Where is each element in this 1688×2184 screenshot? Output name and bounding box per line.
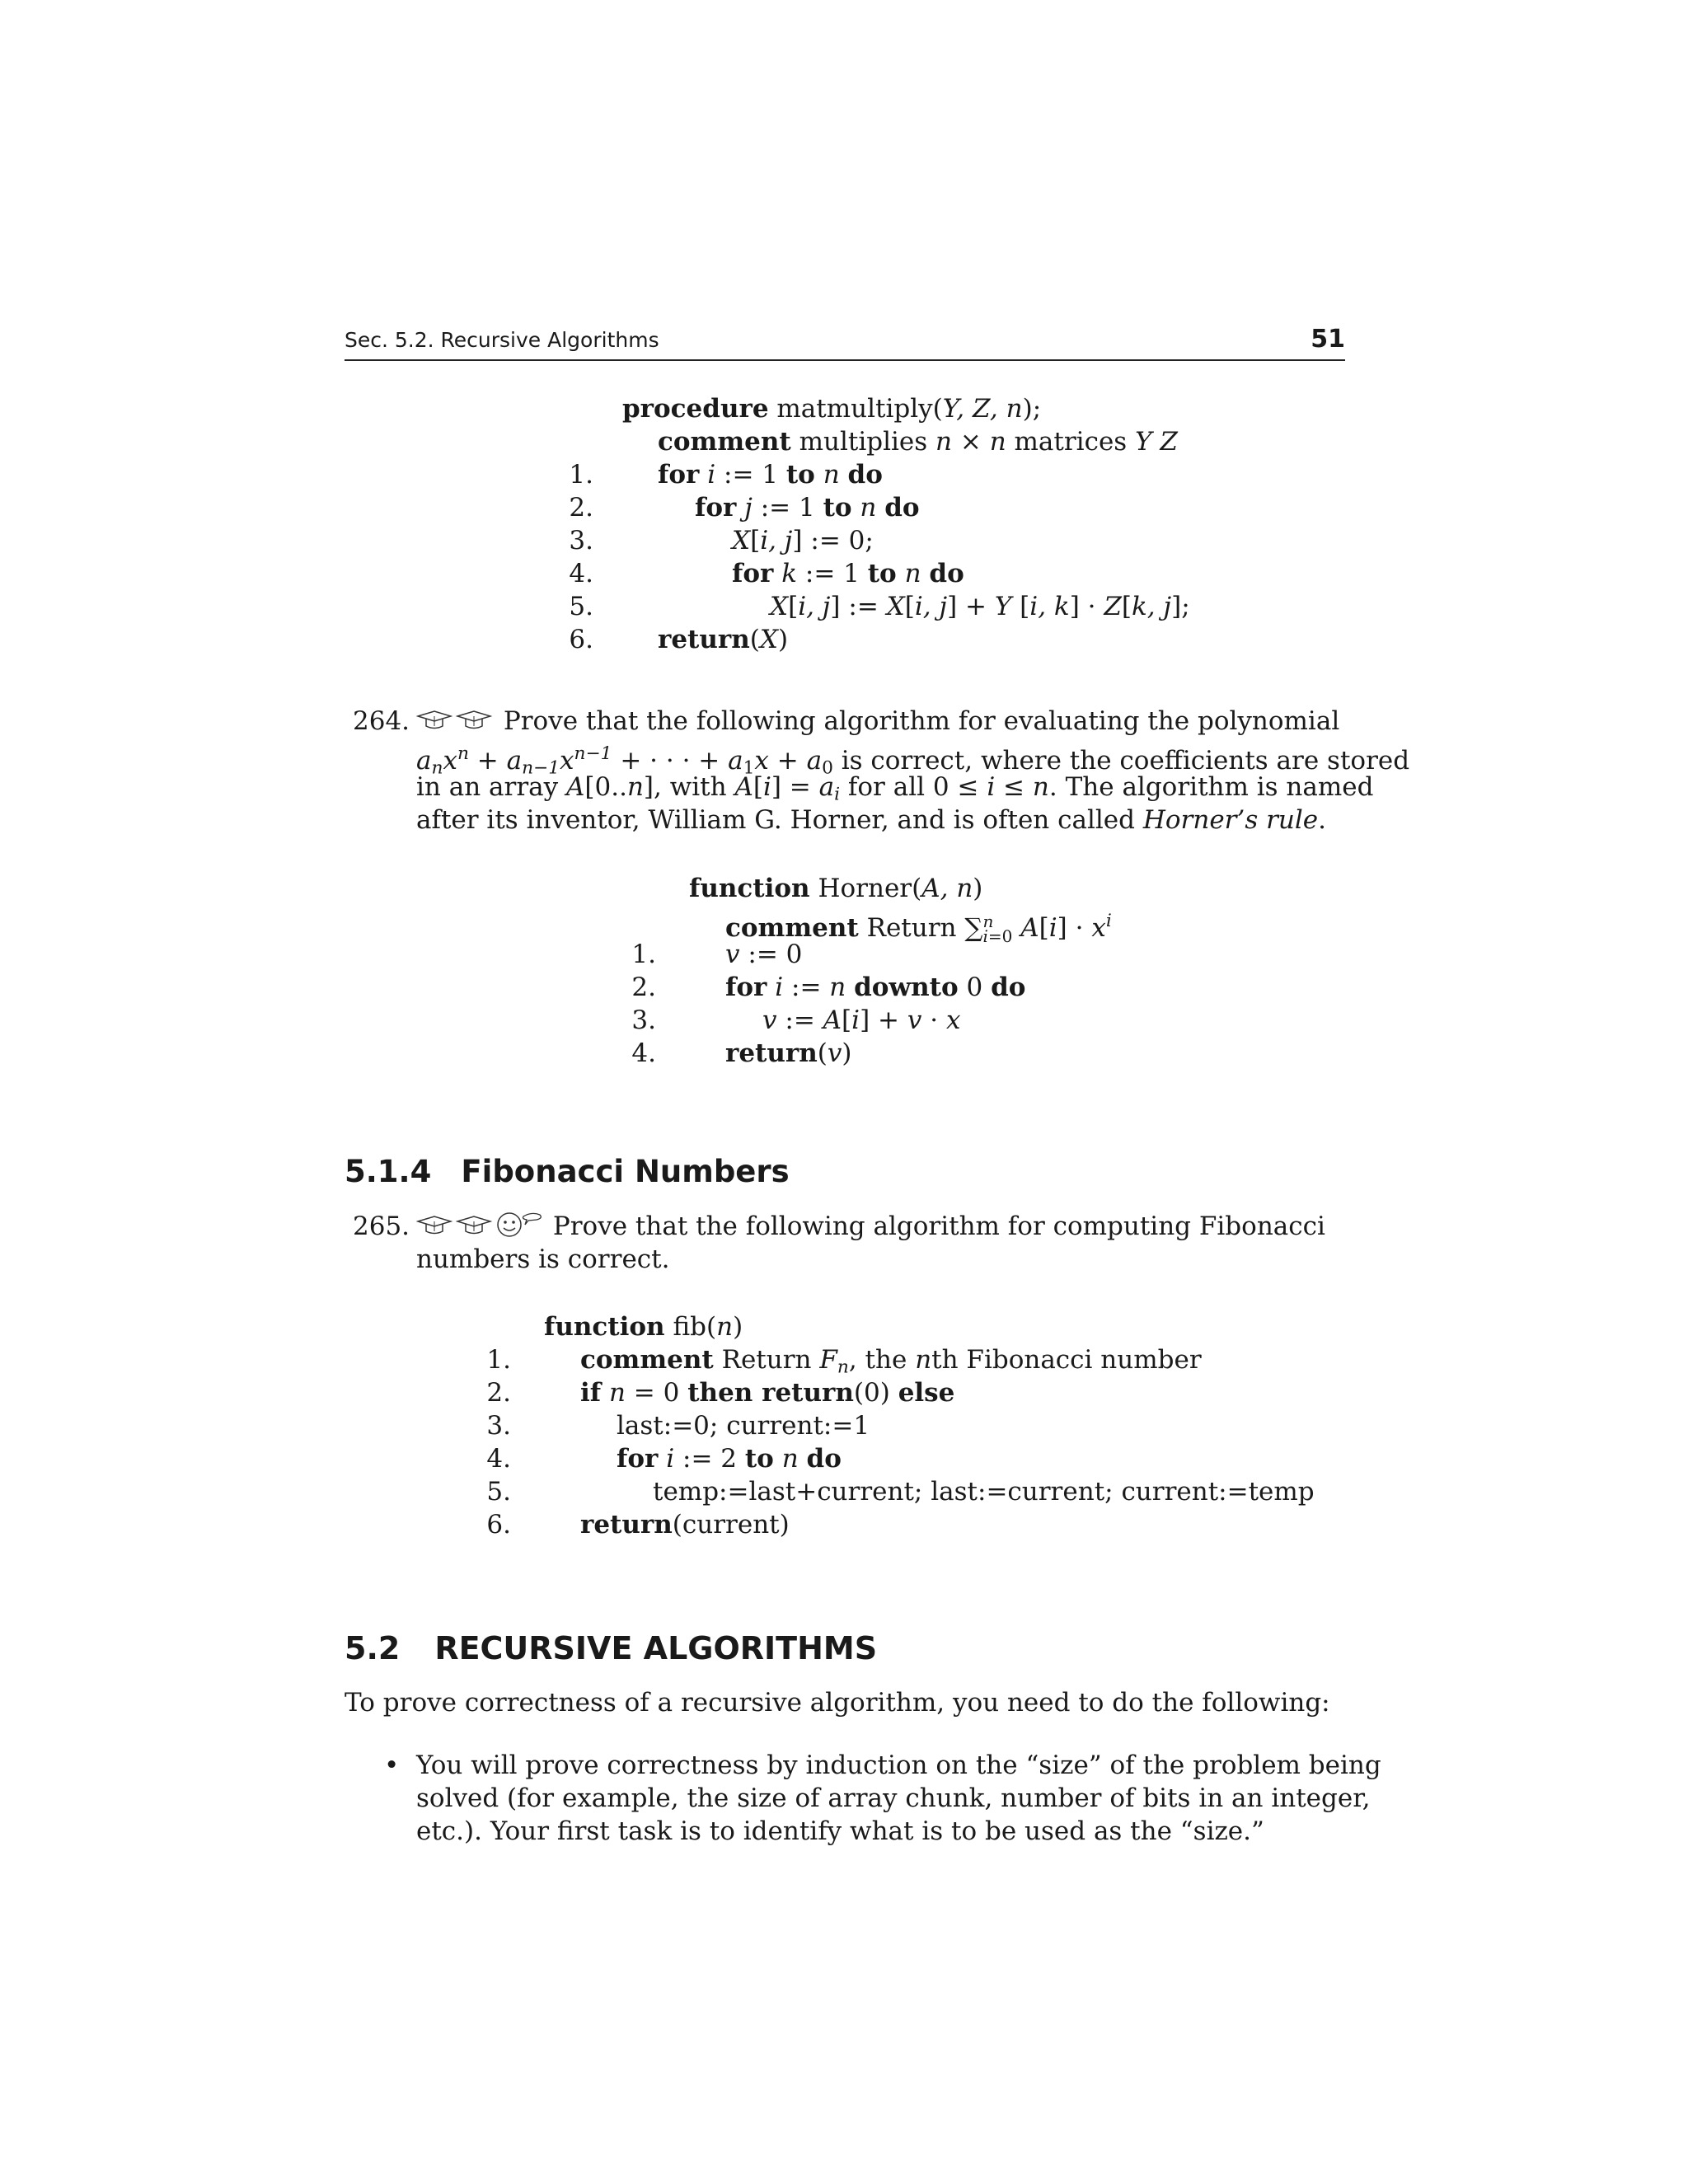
line-number: 4. [631,1038,656,1068]
code-line: for i := n downto 0 do [725,972,1026,1002]
section-heading-5-2: 5.2 RECURSIVE ALGORITHMS [345,1630,878,1666]
horner-comment: comment Return ∑n i=0 $A[i] \cdot x^i$ [725,911,1112,947]
line-number: 5. [569,592,593,621]
code-line: return(v) [725,1038,852,1068]
matmultiply-comment: comment multiplies n × n matrices Y Z [658,427,1178,457]
line-number: 2. [569,493,593,523]
code-line: temp:=last+current; last:=current; current:=temp [653,1477,1315,1507]
problem-line: $a_nx^n + a_{n-1}x^{n-1}$ + · · · + $a_1x + a_0$ is correct, where the coefficients are stored [416,743,1410,779]
line-number: 3. [569,526,593,555]
code-line: if n = 0 then return(0) else [580,1378,955,1408]
problem-line: in an array A[0..n], with $A[i] = a_i$ for all 0 ≤ i ≤ n. The algorithm is named [416,772,1374,805]
code-line: X[i, j] := X[i, j] + Y [i, k] · Z[k, j]; [770,592,1190,621]
horner-header: function Horner(A, n) [689,874,983,903]
section-heading-5-1-4: 5.1.4 Fibonacci Numbers [345,1154,790,1189]
problem-number: 265. [353,1212,410,1241]
line-number: 2. [631,972,656,1002]
mortarboard-icon [416,706,452,728]
code-line: for i := 1 to n do [658,460,883,490]
line-number: 4. [569,559,593,588]
line-number: 1. [631,940,656,969]
mortarboard-icon [456,1212,492,1233]
code-line: return(current) [580,1510,790,1540]
line-number: 6. [486,1510,511,1540]
code-line: v := 0 [725,940,803,969]
running-header: Sec. 5.2. Recursive Algorithms [345,328,659,352]
problem-line: Prove that the following algorithm for computing Fibonacci [416,1210,1345,1243]
line-number: 5. [486,1477,511,1507]
line-number: 6. [569,625,593,654]
matmultiply-header: procedure matmultiply(Y, Z, n); [622,394,1042,424]
mortarboard-icon [456,706,492,728]
code-line: for j := 1 to n do [695,493,920,523]
line-number: 1. [569,460,593,490]
header-rule [345,359,1345,361]
line-number: 3. [631,1005,656,1035]
line-number: 4. [486,1444,511,1474]
section-intro: To prove correctness of a recursive algorithm, you need to do the following: [345,1688,1330,1718]
code-line: comment Return $F_n$, the nth Fibonacci number [580,1345,1202,1378]
bullet-dot: • [384,1750,400,1780]
line-number: 3. [486,1411,511,1441]
fib-header: function fib(n) [544,1312,743,1342]
bullet-line: solved (for example, the size of array chunk, number of bits in an integer, [416,1783,1371,1813]
page-number: 51 [1311,325,1345,354]
code-line: X[i, j] := 0; [732,526,874,555]
problem-line: numbers is correct. [416,1244,670,1274]
code-line: for i := 2 to n do [617,1444,842,1474]
problem-number: 264. [353,706,410,736]
line-number: 2. [486,1378,511,1408]
code-line: return(X) [658,625,789,654]
mortarboard-icon [416,1212,452,1233]
line-number: 1. [486,1345,511,1375]
bullet-line: etc.). Your first task is to identify what is to be used as the “size.” [416,1816,1264,1846]
code-line: last:=0; current:=1 [617,1411,870,1441]
code-line: v := A[i] + v · x [762,1005,961,1035]
problem-line: after its inventor, William G. Horner, and is often called Horner’s rule. [416,805,1327,835]
bullet-line: You will prove correctness by induction on the “size” of the problem being [416,1750,1381,1780]
smiley-icon [495,1210,545,1238]
problem-line: Prove that the following algorithm for evaluating the polynomial [416,705,1345,738]
code-line: for k := 1 to n do [732,559,964,588]
